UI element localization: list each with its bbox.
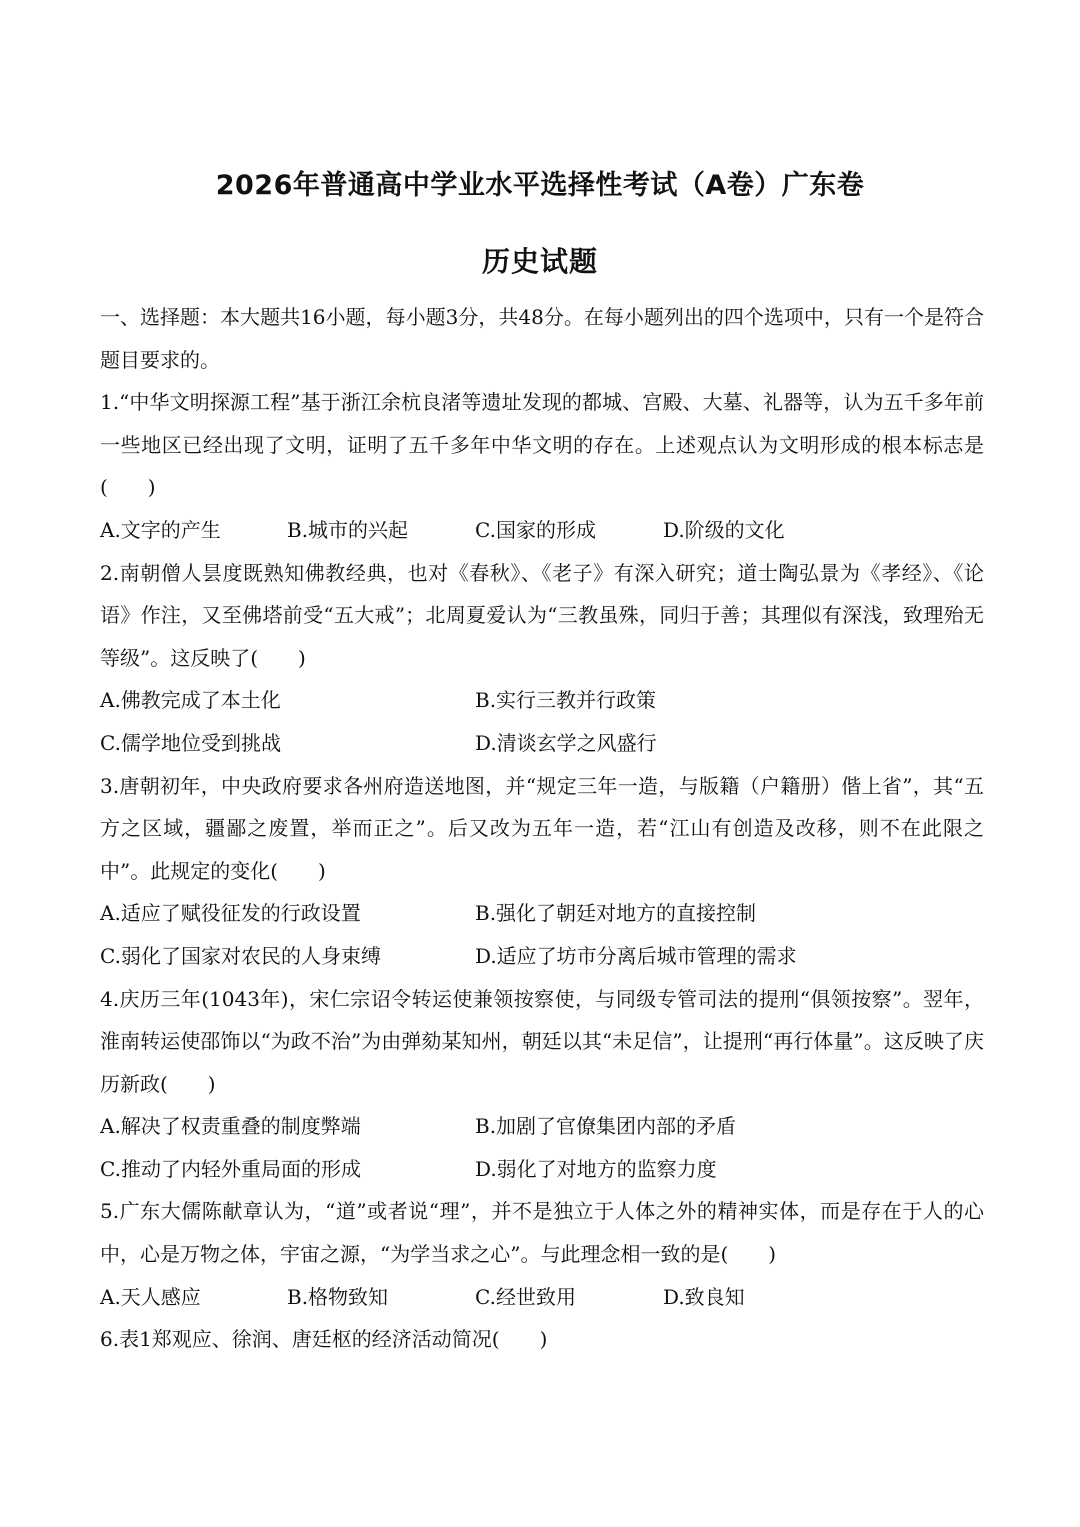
- option-b: B.城市的兴起: [287, 517, 409, 542]
- option-row: [100, 892, 984, 935]
- question-stem: 1.“中华文明探源工程”基于浙江余杭良渚等遗址发现的都城、宫殿、大墓、礼器等，认为五千多年前一些地区已经出现了文明，证明了五千多年中华文明的存在。上述观点认为文明形成的根本标志是( ): [100, 390, 984, 500]
- option-c: C.经世致用: [475, 1284, 576, 1309]
- option-d: D.阶级的文化: [663, 517, 785, 542]
- option-row: [100, 1105, 984, 1148]
- option-c: C.推动了内轻外重局面的形成: [100, 1156, 361, 1181]
- option-d: D.清谈玄学之风盛行: [475, 730, 657, 755]
- option-row: [100, 1148, 984, 1191]
- option-row: [100, 679, 984, 722]
- question-3: [100, 765, 984, 978]
- option-row: [100, 935, 984, 978]
- option-c: C.儒学地位受到挑战: [100, 730, 281, 755]
- option-b: B.实行三教并行政策: [475, 688, 657, 713]
- exam-body: [100, 296, 984, 1361]
- option-row: [100, 722, 984, 765]
- question-stem: 3.唐朝初年，中央政府要求各州府造送地图，并“规定三年一造，与版籍（户籍册）偕上省”，其“五方之区域，疆鄙之废置，举而正之”。后又改为五年一造，若“江山有创造及改移，则不在此限之中”。此规定的变化( ): [100, 773, 984, 883]
- option-a: A.天人感应: [100, 1284, 201, 1309]
- question-6: [100, 1318, 984, 1361]
- option-c: C.国家的形成: [475, 517, 596, 542]
- subject-title: 历史试题: [481, 245, 598, 278]
- option-d: D.弱化了对地方的监察力度: [475, 1156, 717, 1181]
- question-stem: 6.表1郑观应、徐润、唐廷枢的经济活动简况( ): [100, 1327, 548, 1352]
- question-stem: 2.南朝僧人昙度既熟知佛教经典，也对《春秋》、《老子》有深入研究；道士陶弘景为《孝经》、《论语》作注，又至佛塔前受“五大戒”；北周夏爱认为“三教虽殊，同归于善；其理似有深浅，致理殆无等级”。这反映了( ): [100, 560, 984, 670]
- option-b: B.加剧了官僚集团内部的矛盾: [475, 1114, 737, 1139]
- option-a: A.文字的产生: [100, 517, 221, 542]
- question-1: [100, 381, 984, 551]
- option-a: A.佛教完成了本土化: [100, 688, 281, 713]
- question-5: [100, 1190, 984, 1318]
- section-instructions: 一、选择题：本大题共16小题，每小题3分，共48分。在每小题列出的四个选项中，只有一个是符合题目要求的。: [100, 305, 984, 372]
- option-d: D.致良知: [663, 1284, 745, 1309]
- question-2: [100, 552, 984, 765]
- option-b: B.格物致知: [287, 1284, 389, 1309]
- option-d: D.适应了坊市分离后城市管理的需求: [475, 943, 797, 968]
- option-a: A.适应了赋役征发的行政设置: [100, 901, 361, 926]
- question-4: [100, 978, 984, 1191]
- question-stem: 5.广东大儒陈献章认为，“道”或者说“理”，并不是独立于人体之外的精神实体，而是存在于人的心中，心是万物之体，宇宙之源，“为学当求之心”。与此理念相一致的是( ): [100, 1199, 984, 1267]
- question-stem: 4.庆历三年(1043年)，宋仁宗诏令转运使兼领按察使，与同级专管司法的提刑“俱领按察”。翌年，淮南转运使邵饰以“为政不治”为由弹劾某知州，朝廷以其“未足信”，让提刑“再行体量”。这反映了庆历新政( ): [100, 986, 984, 1096]
- option-c: C.弱化了国家对农民的人身束缚: [100, 943, 381, 968]
- option-b: B.强化了朝廷对地方的直接控制: [475, 901, 757, 926]
- option-row: [100, 1276, 984, 1319]
- exam-title: 2026年普通高中学业水平选择性考试（A卷）广东卷: [215, 170, 865, 201]
- option-a: A.解决了权责重叠的制度弊端: [100, 1114, 361, 1139]
- option-row: [100, 509, 984, 552]
